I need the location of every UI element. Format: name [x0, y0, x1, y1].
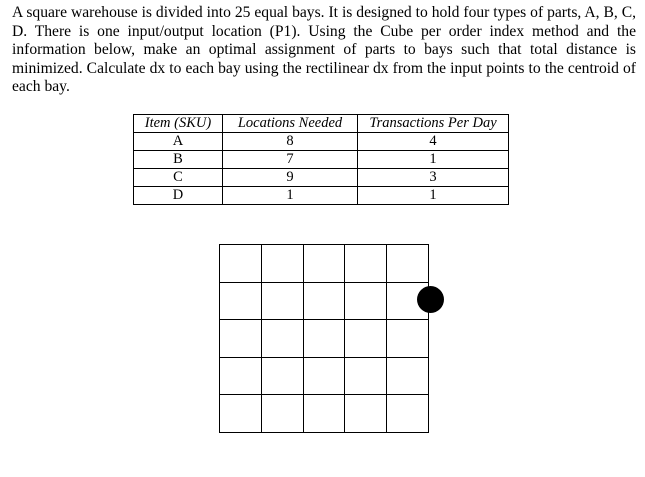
warehouse-bay-grid	[219, 244, 429, 433]
bay-cell	[304, 358, 346, 396]
header-transactions-per-day: Transactions Per Day	[358, 115, 509, 133]
bay-cell	[262, 320, 304, 358]
header-locations-needed: Locations Needed	[223, 115, 358, 133]
bay-cell	[387, 320, 429, 358]
problem-statement: A square warehouse is divided into 25 equal bays. It is designed to hold four types of parts, A, B, C, D. There is one input/output location (P1). Using the Cube per order index method and the information below, make an optimal assignment of parts to bays such that total distance is minimized. Calculate dx to each bay using the rectilinear dx from the input points to the centroid of each bay.	[12, 4, 636, 96]
cell-transactions: 1	[358, 151, 509, 169]
bay-cell	[387, 358, 429, 396]
cell-locations: 7	[223, 151, 358, 169]
cell-locations: 8	[223, 133, 358, 151]
bay-cell	[220, 395, 262, 433]
bay-cell	[220, 320, 262, 358]
table-header-row	[134, 115, 509, 133]
header-item-sku: Item (SKU)	[134, 115, 223, 133]
bay-cell	[220, 245, 262, 283]
cell-item: D	[134, 187, 223, 205]
cell-transactions: 3	[358, 169, 509, 187]
bay-cell	[345, 358, 387, 396]
io-point-p1	[417, 286, 444, 313]
bay-cell	[220, 283, 262, 321]
bay-cell	[345, 283, 387, 321]
sku-table	[133, 114, 509, 205]
cell-locations: 9	[223, 169, 358, 187]
cell-locations: 1	[223, 187, 358, 205]
bay-cell	[304, 320, 346, 358]
cell-item: B	[134, 151, 223, 169]
bay-cell	[345, 320, 387, 358]
table-row	[134, 187, 509, 205]
cell-transactions: 4	[358, 133, 509, 151]
cell-item: A	[134, 133, 223, 151]
bay-cell	[262, 358, 304, 396]
table-row	[134, 151, 509, 169]
bay-cell	[262, 395, 304, 433]
bay-cell	[262, 245, 304, 283]
table-row	[134, 169, 509, 187]
bay-cell	[220, 358, 262, 396]
bay-cell	[304, 245, 346, 283]
bay-cell	[345, 245, 387, 283]
bay-cell	[304, 283, 346, 321]
bay-cell	[387, 245, 429, 283]
table-row	[134, 133, 509, 151]
cell-item: C	[134, 169, 223, 187]
cell-transactions: 1	[358, 187, 509, 205]
bay-cell	[304, 395, 346, 433]
bay-cell	[262, 283, 304, 321]
bay-cell	[345, 395, 387, 433]
bay-cell	[387, 395, 429, 433]
